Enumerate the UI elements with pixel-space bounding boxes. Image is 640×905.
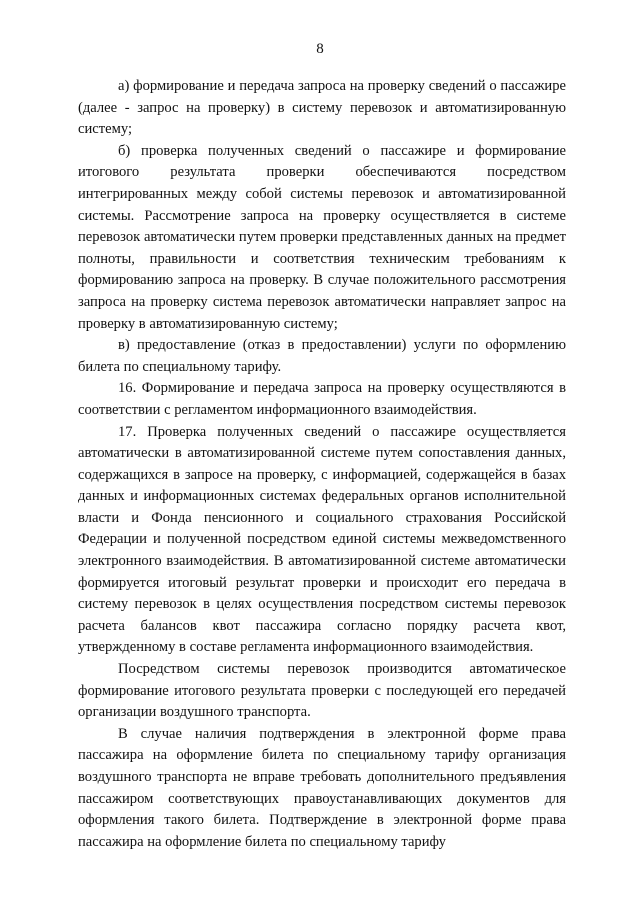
- paragraph-17: 17. Проверка полученных сведений о пассажире осуществляется автоматически в автоматизированной системе путем сопоставления данных, содержащихся в запросе на проверку, с информацией, содержащейся в базах данных и информационных системах федеральных органов исполнительной власти и Фонда пенсионного и социального страхования Российской Федерации и полученной посредством единой системы межведомственного электронного взаимодействия. В автоматизированной системе автоматически формируется итоговый результат проверки и происходит его передача в систему перевозок в целях осуществления посредством системы перевозок расчета балансов квот пассажира согласно порядку расчета квот, утвержденному в составе регламента информационного взаимодействия.: [78, 423, 566, 656]
- paragraph-electronic-confirmation: В случае наличия подтверждения в электронной форме права пассажира на оформление билета по специальному тарифу организация воздушного транспорта не вправе требовать дополнительного предъявления пассажиром соответствующих правоустанавливающих документов для оформления такого билета. Подтверждение в электронной форме права пассажира на оформление билета по специальному тарифу: [78, 725, 566, 850]
- paragraph-item-v: в) предоставление (отказ в предоставлении) услуги по оформлению билета по специальному тарифу.: [78, 337, 566, 375]
- paragraph-16: 16. Формирование и передача запроса на проверку осуществляются в соответствии с регламентом информационного взаимодействия.: [78, 380, 566, 418]
- paragraph-item-a: а) формирование и передача запроса на проверку сведений о пассажире (далее - запрос на проверку) в систему перевозок и автоматизированную систему;: [78, 78, 566, 138]
- paragraph-17-continued: Посредством системы перевозок производится автоматическое формирование итогового результата проверки с последующей его передачей организации воздушного транспорта.: [78, 661, 566, 721]
- page-number: 8: [316, 41, 324, 57]
- paragraph-item-b: б) проверка полученных сведений о пассажире и формирование итогового результата проверки обеспечиваются посредством интегрированных между собой системы перевозок и автоматизированной системы. Рассмотрение запроса на проверку осуществляется в системе перевозок автоматически путем проверки представленных данных на предмет полноты, правильности и соответствия техническим требованиям к формированию запроса на проверку. В случае положительного рассмотрения запроса на проверку система перевозок автоматически направляет запрос на проверку в автоматизированную систему;: [78, 142, 566, 332]
- document-body: [78, 76, 566, 853]
